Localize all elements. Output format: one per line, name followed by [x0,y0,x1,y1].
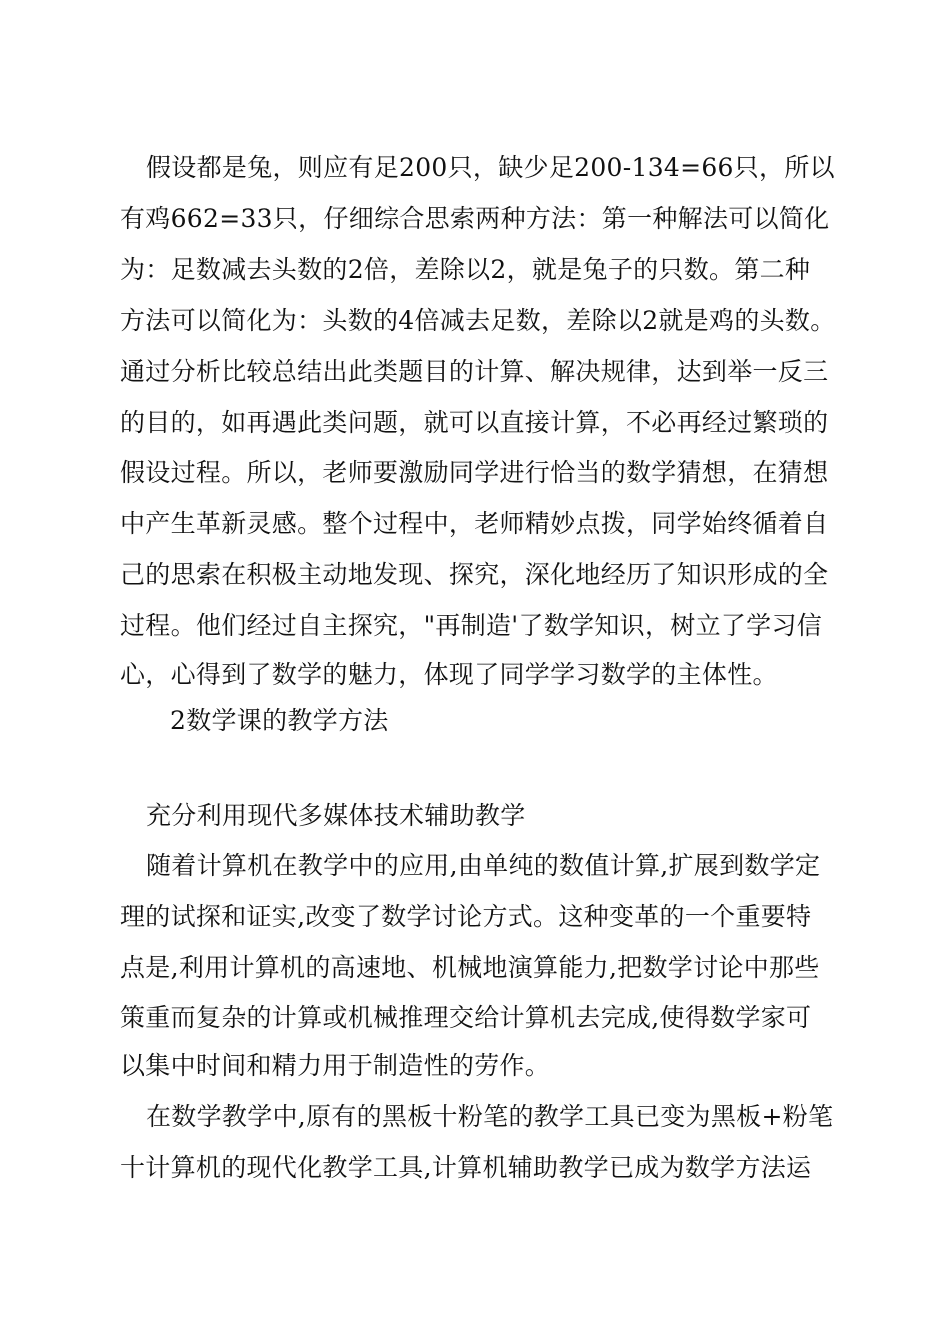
text-line: 有鸡662=33只，仔细综合思索两种方法：第一种解法可以简化 [120,204,830,233]
text-line: 心，心得到了数学的魅力，体现了同学学习数学的主体性。 [120,660,778,689]
text-line: 理的试探和证实,改变了数学讨论方式。这种变革的一个重要特 [120,902,812,931]
text-line: 方法可以简化为：头数的4倍减去足数，差除以2就是鸡的头数。 [120,306,836,335]
text-line: 假设都是兔，则应有足200只，缺少足200-134=66只，所以 [146,153,835,182]
subsection-heading: 充分利用现代多媒体技术辅助教学 [146,801,526,830]
text-line: 过程。他们经过自主探究，"再制造'了数学知识，树立了学习信 [120,611,823,640]
text-line: 为：足数减去头数的2倍，差除以2，就是兔子的只数。第二种 [120,255,811,284]
text-line: 假设过程。所以，老师要激励同学进行恰当的数学猜想，在猜想 [120,458,829,487]
text-line: 在数学教学中,原有的黑板十粉笔的教学工具已变为黑板+粉笔 [146,1102,834,1131]
text-line: 己的思索在积极主动地发现、探究，深化地经历了知识形成的全 [120,560,829,589]
text-line: 十计算机的现代化教学工具,计算机辅助教学已成为数学方法运 [120,1153,812,1182]
text-line: 策重而复杂的计算或机械推理交给计算机去完成,使得数学家可 [120,1003,812,1032]
text-line: 的目的，如再遇此类问题，就可以直接计算，不必再经过繁琐的 [120,408,829,437]
text-line: 中产生革新灵感。整个过程中，老师精妙点拨，同学始终循着自 [120,509,829,538]
text-line: 以集中时间和精力用于制造性的劳作。 [120,1051,551,1080]
section-heading: 2数学课的教学方法 [170,706,389,735]
text-line: 点是,利用计算机的高速地、机械地演算能力,把数学讨论中那些 [120,953,820,982]
text-line: 随着计算机在教学中的应用,由单纯的数值计算,扩展到数学定 [146,851,821,880]
text-line: 通过分析比较总结出此类题目的计算、解决规律，达到举一反三 [120,357,829,386]
